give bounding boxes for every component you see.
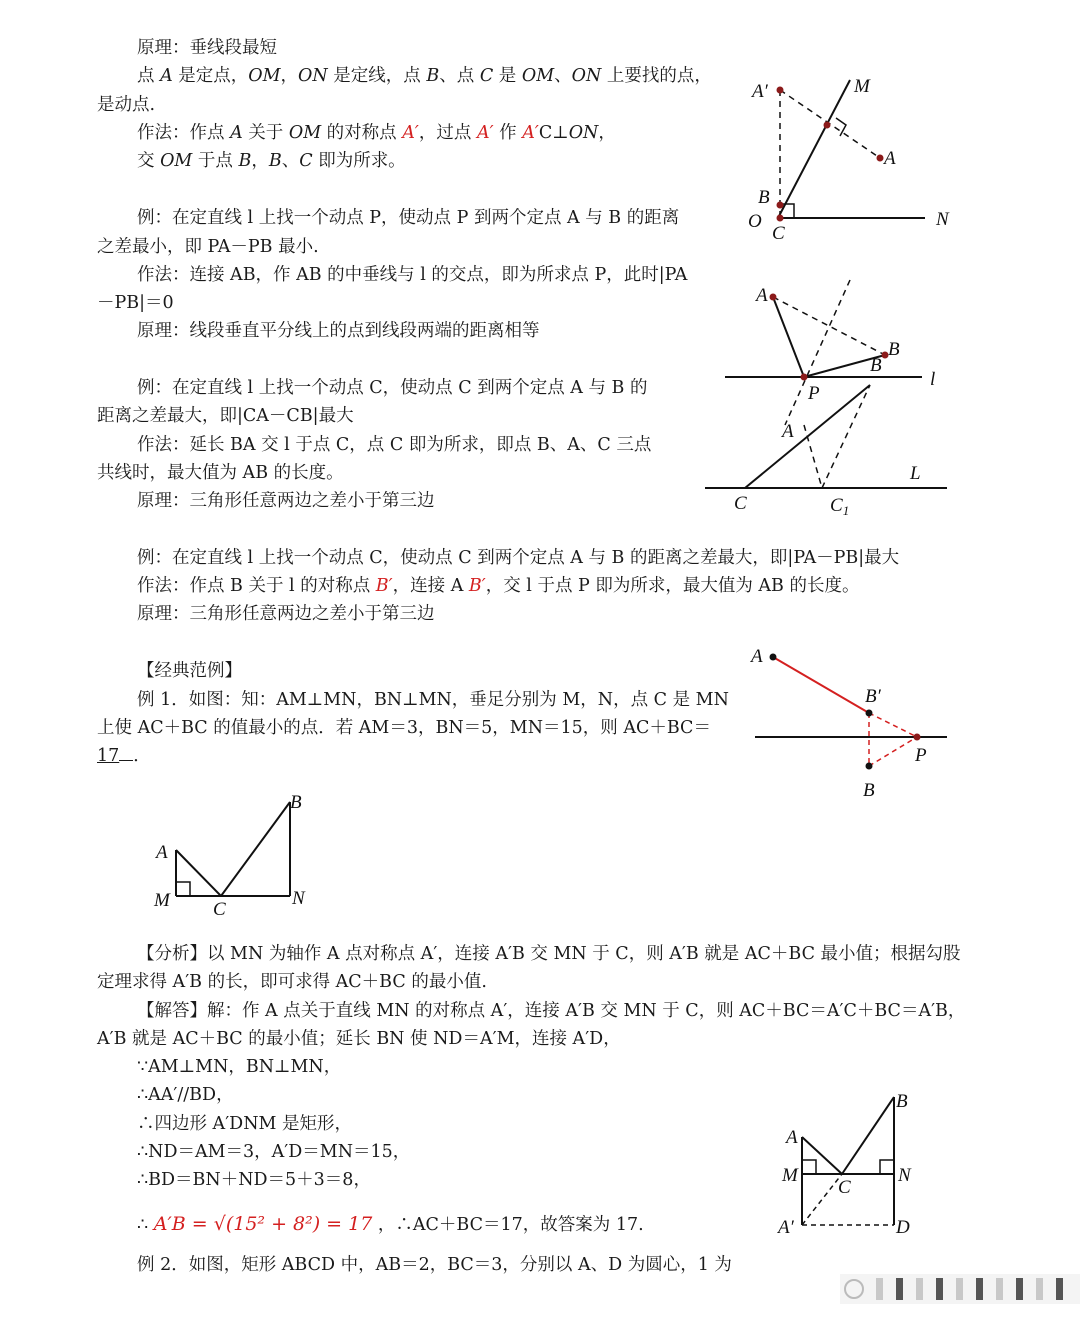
s4-line2: 作法：作点 B 关于 l 的对称点 B′，连接 A B′，交 l 于点 P 即为所求，最大值为 AB 的长度。 [137, 576, 860, 596]
ex1-analysis-1: 【分析】以 MN 为轴作 A 点对称点 A′，连接 A′B 交 MN 于 C，则 A′B 就是 AC＋BC 最小值；根据勾股 [137, 944, 961, 964]
figure-solution [770, 1085, 930, 1240]
fig1-label-aprime: A′ [752, 81, 768, 102]
fig2-label-c1: $C_1$ [830, 495, 850, 518]
fig4-label-b: B [290, 792, 302, 813]
ex1-solution-2: A′B 就是 AC＋BC 的最小值；延长 BN 使 ND＝A′M，连接 A′D， [97, 1029, 621, 1049]
figure-reflection [745, 640, 955, 805]
fig1-label-o: O [748, 211, 762, 232]
toolbar-bar-6[interactable] [976, 1278, 983, 1300]
s2-line4: －PB|＝0 [97, 293, 174, 313]
fig2-label-b1: B [888, 339, 900, 360]
s2-line5: 原理：线段垂直平分线上的点到线段两端的距离相等 [137, 321, 540, 341]
figure-perpendicular [740, 68, 970, 248]
ex1-solution-5: ∴四边形 A′DNM 是矩形， [137, 1114, 352, 1134]
fig1-label-b: B [758, 187, 770, 208]
s2-line3: 作法：连接 AB，作 AB 的中垂线与 l 的交点，即为所求点 P，此时|PA [137, 265, 688, 285]
fig1-label-m: M [854, 76, 870, 97]
fig5-label-n: N [898, 1165, 911, 1186]
formula-result: A′B = √(15² + 8²) = 17 [153, 1213, 373, 1235]
classic-examples-heading: 【经典范例】 [137, 661, 242, 681]
s4-line1: 例：在定直线 l 上找一个动点 C，使动点 C 到两个定点 A 与 B 的距离之差最大，即|PA－PB|最大 [137, 548, 900, 568]
principle-perpendicular: 原理：垂线段最短 [137, 38, 277, 58]
ex1-solution-8: ∴ A′B = √(15² + 8²) = 17 ，∴AC＋BC＝17，故答案为 17. [137, 1213, 644, 1235]
ex1-analysis-2: 定理求得 A′B 的长，即可求得 AC＋BC 的最小值. [97, 972, 487, 992]
viewer-toolbar[interactable] [840, 1270, 1080, 1306]
fig5-label-a: A [786, 1127, 798, 1148]
fig5-label-b: B [896, 1091, 908, 1112]
fig2-label-L: L [910, 463, 921, 484]
s3-line3: 作法：延长 BA 交 l 于点 C，点 C 即为所求，即点 B、A、C 三点 [137, 435, 652, 455]
fig3-label-b: B [863, 780, 875, 801]
toolbar-bar-7[interactable] [996, 1278, 1003, 1300]
fig1-label-a: A [884, 148, 896, 169]
fig3-label-bprime: B′ [865, 686, 881, 707]
fig3-label-a: A [751, 646, 763, 667]
s1-line5: 交 OM 于点 B，B、C 即为所求。 [137, 151, 406, 171]
s1-method: 作法：作点 A 关于 OM 的对称点 A′，过点 A′ 作 A′C⊥ON， [137, 123, 616, 143]
fig3-label-p: P [915, 745, 927, 766]
s2-line1: 例：在定直线 l 上找一个动点 P，使动点 P 到两个定点 A 与 B 的距离 [137, 208, 680, 228]
s3-line2: 距离之差最大，即|CA－CB|最大 [97, 406, 354, 426]
fig4-label-n: N [292, 888, 305, 909]
fig2-label-a2: A [782, 421, 794, 442]
toolbar-bar-10[interactable] [1056, 1278, 1063, 1300]
fig2-label-l: l [930, 369, 936, 390]
ex1-answer: 17 ． [97, 746, 151, 766]
fig5-label-aprime: A′ [778, 1217, 794, 1238]
ex1-solution-6: ∴ND＝AM＝3，A′D＝MN＝15， [137, 1142, 411, 1162]
ex1-solution-1: 【解答】解：作 A 点关于直线 MN 的对称点 A′，连接 A′B 交 MN 于 C，则 AC＋BC＝A′C＋BC＝A′B， [137, 1001, 966, 1021]
ex1-line1: 例 1．如图：知：AM⊥MN，BN⊥MN，垂足分别为 M，N，点 C 是 MN [137, 690, 729, 710]
s3-line5: 原理：三角形任意两边之差小于第三边 [137, 491, 435, 511]
fig4-label-c: C [213, 899, 226, 920]
s3-line1: 例：在定直线 l 上找一个动点 C，使动点 C 到两个定点 A 与 B 的 [137, 378, 648, 398]
s1-line3: 是动点. [97, 95, 156, 115]
fig2-label-b2: B [870, 355, 882, 376]
fig2-label-c: C [734, 493, 747, 514]
fig5-label-m: M [782, 1165, 798, 1186]
ex1-line2: 上使 AC＋BC 的值最小的点．若 AM＝3，BN＝5，MN＝15，则 AC＋BC＝ [97, 718, 711, 738]
toolbar-bar-8[interactable] [1016, 1278, 1023, 1300]
toolbar-bar-4[interactable] [936, 1278, 943, 1300]
fig5-label-c: C [838, 1177, 851, 1198]
toolbar-bar-9[interactable] [1036, 1278, 1043, 1300]
ex1-solution-4: ∴AA′//BD， [137, 1085, 234, 1105]
s3-line4: 共线时，最大值为 AB 的长度。 [97, 463, 344, 483]
ex1-solution-3: ∵AM⊥MN，BN⊥MN， [137, 1057, 342, 1077]
fig1-label-c: C [772, 223, 785, 244]
fig4-label-a: A [156, 842, 168, 863]
s2-line2: 之差最小，即 PA－PB 最小. [97, 237, 319, 257]
toolbar-bar-3[interactable] [916, 1278, 923, 1300]
fig1-label-n: N [936, 209, 949, 230]
fig4-label-m: M [154, 890, 170, 911]
s4-line3: 原理：三角形任意两边之差小于第三边 [137, 604, 435, 624]
toolbar-bar-2[interactable] [896, 1278, 903, 1300]
figure-bisector [700, 275, 960, 520]
fig2-label-a: A [756, 285, 768, 306]
toolbar-icons[interactable] [840, 1270, 1080, 1306]
toolbar-bar-1[interactable] [876, 1278, 883, 1300]
ex1-solution-7: ∴BD＝BN＋ND＝5＋3＝8， [137, 1170, 371, 1190]
figure-example1 [150, 790, 320, 920]
fig5-label-d: D [896, 1217, 910, 1238]
s1-line2: 点 A 是定点，OM，ON 是定线，点 B、点 C 是 OM、ON 上要找的点， [137, 66, 712, 86]
toolbar-bar-5[interactable] [956, 1278, 963, 1300]
fig2-label-p: P [808, 383, 820, 404]
ex2-line1: 例 2．如图，矩形 ABCD 中，AB＝2，BC＝3，分别以 A、D 为圆心，1 为 [137, 1255, 732, 1275]
